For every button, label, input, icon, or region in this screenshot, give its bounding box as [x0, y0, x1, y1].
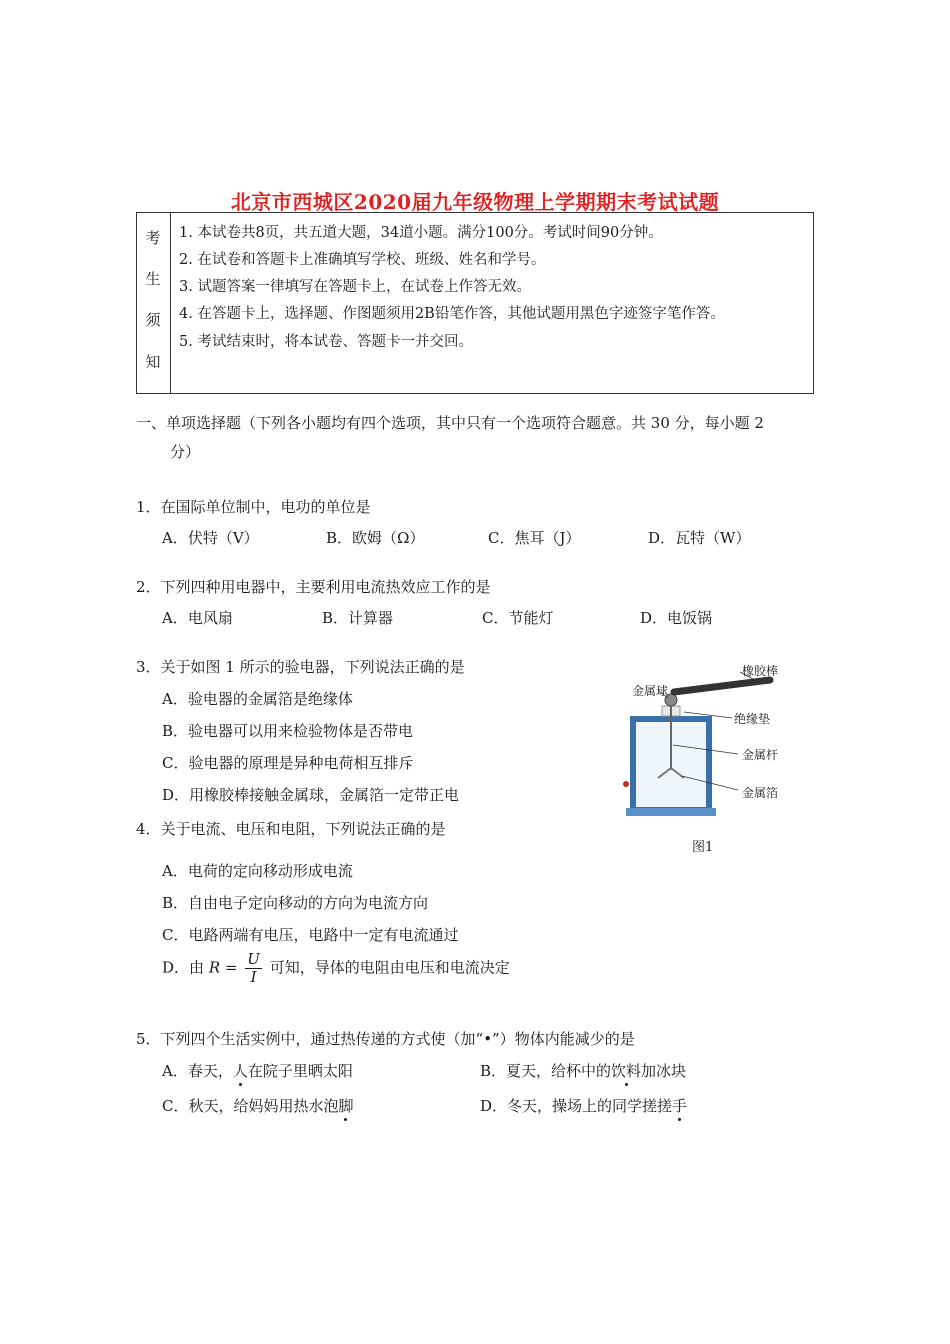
question-stem: 2．下列四种用电器中，主要利用电流热效应工作的是	[136, 578, 491, 596]
label-metal-ball: 金属球	[632, 684, 669, 698]
dotted-object: 饮料	[611, 1062, 642, 1080]
option-b: B．自由电子定向移动的方向为电流方向	[162, 894, 429, 912]
option-d: D．瓦特（W）	[648, 529, 751, 547]
option-d: D．用橡胶棒接触金属球，金属箔一定带正电	[162, 786, 460, 804]
notice-item: 3. 试题答案一律填写在答题卡上，在试卷上作答无效。	[179, 279, 531, 295]
frame-right	[706, 720, 712, 812]
option-c	[162, 1095, 354, 1116]
option-text: C．秋天，给妈妈用热水泡	[162, 1097, 339, 1115]
option-d	[480, 1095, 687, 1116]
notice-item: 2. 在试卷和答题卡上准确填写学校、班级、姓名和学号。	[179, 252, 546, 268]
option-c: C．节能灯	[482, 609, 554, 627]
exam-notice-box	[136, 212, 814, 394]
question-stem: 4．关于电流、电压和电阻，下列说法正确的是	[136, 820, 446, 838]
label-insulating-pad: 绝缘垫	[734, 712, 771, 726]
question-stem: 5．下列四个生活实例中，通过热传递的方式使（加“•”）物体内能减少的是	[136, 1030, 635, 1048]
option-d-suffix: 可知，导体的电阻由电压和电流决定	[269, 958, 510, 977]
label-metal-foil: 金属箔	[742, 786, 779, 800]
option-a	[162, 1060, 353, 1081]
side-knob-icon	[623, 781, 629, 787]
option-d-prefix: D．由	[162, 958, 205, 977]
notice-item: 1. 本试卷共8页，共五道大题，34道小题。满分100分。考试时间90分钟。	[179, 225, 663, 241]
dotted-object: 脚	[338, 1097, 354, 1115]
label-metal-stem: 金属杆	[742, 748, 779, 762]
notice-label-char: 生	[145, 270, 161, 288]
option-a: A．电荷的定向移动形成电流	[162, 862, 353, 880]
page-title: 北京市西城区2020届九年级物理上学期期末考试试题	[230, 190, 720, 214]
notice-item: 5. 考试结束时，将本试卷、答题卡一并交回。	[179, 334, 473, 350]
question-stem: 1．在国际单位制中，电功的单位是	[136, 498, 371, 516]
fraction-numerator: U	[247, 950, 260, 968]
option-c: C．电路两端有电压，电路中一定有电流通过	[162, 926, 459, 944]
fraction-denominator: I	[250, 968, 257, 986]
option-text: A．春天，	[162, 1062, 233, 1080]
notice-label-column	[137, 213, 171, 393]
option-a: A．伏特（V）	[162, 529, 259, 547]
option-a: A．电风扇	[162, 609, 233, 627]
formula-variable-r: R	[208, 958, 221, 977]
option-b	[480, 1060, 686, 1081]
option-c: C．验电器的原理是异种电荷相互排斥	[162, 754, 414, 772]
formula-fraction	[245, 951, 262, 986]
option-a: A．验电器的金属箔是绝缘体	[162, 690, 353, 708]
base	[626, 808, 716, 816]
option-text: 在院子里晒太阳	[247, 1062, 353, 1080]
electroscope-figure	[620, 650, 800, 825]
option-b: B．验电器可以用来检验物体是否带电	[162, 722, 414, 740]
dotted-object: 手	[672, 1097, 688, 1115]
option-c: C．焦耳（J）	[488, 529, 581, 547]
dotted-object: 人	[232, 1062, 248, 1080]
label-rubber-rod: 橡胶棒	[742, 664, 779, 678]
figure-caption: 图1	[692, 840, 714, 855]
notice-item: 4. 在答题卡上，选择题、作图题须用2B铅笔作答，其他试题用黑色字迹签字笔作答。	[179, 306, 725, 322]
notice-label-char: 知	[145, 353, 161, 371]
option-text: D．冬天，操场上的同学搓搓	[480, 1097, 673, 1115]
option-d	[162, 951, 510, 986]
option-text: 加冰块	[641, 1062, 687, 1080]
rubber-rod	[674, 680, 770, 692]
notice-label-char: 考	[145, 229, 161, 247]
section-heading-cont: 分）	[170, 443, 201, 461]
option-b: B．欧姆（Ω）	[326, 529, 425, 547]
question-stem: 3．关于如图 1 所示的验电器，下列说法正确的是	[136, 658, 465, 676]
frame-left	[630, 720, 636, 812]
option-text: B．夏天，给杯中的	[480, 1062, 612, 1080]
option-d: D．电饭锅	[640, 609, 713, 627]
notice-label-char: 须	[145, 311, 161, 329]
section-heading: 一、单项选择题（下列各小题均有四个选项，其中只有一个选项符合题意。共 30 分，每小题 2	[136, 414, 764, 432]
formula-equals: =	[224, 958, 238, 977]
option-b: B．计算器	[322, 609, 394, 627]
